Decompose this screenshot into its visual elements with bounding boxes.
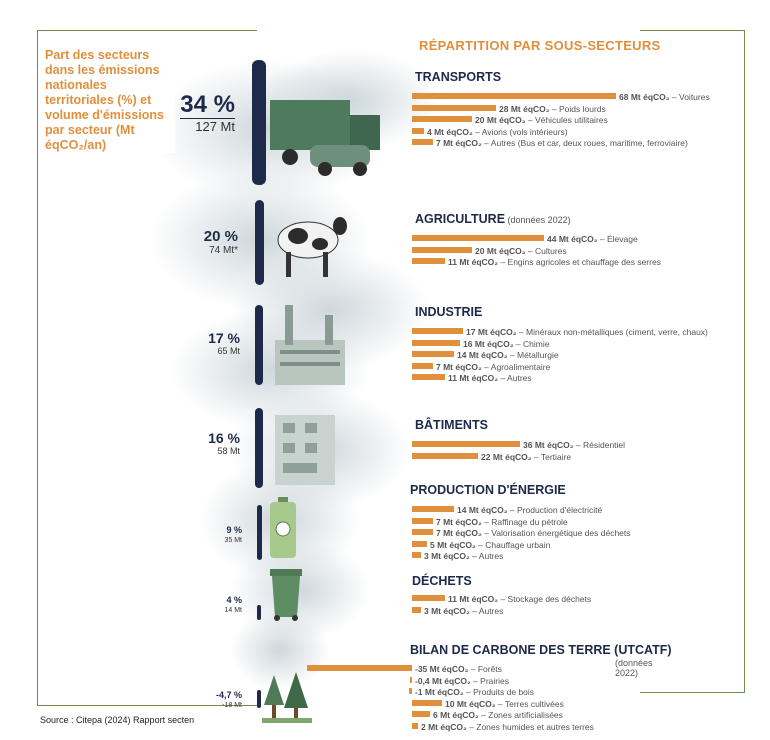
subsector-label (457, 505, 602, 515)
subsector-value: 17 Mt éqCO₂ (466, 327, 517, 337)
subsector-label (499, 104, 606, 114)
sector-name: DÉCHETS (412, 574, 472, 588)
subsector-value: 20 Mt éqCO₂ (475, 115, 526, 126)
sector-share-percent: -4,7 % (215, 690, 242, 700)
subsector-value: 2 Mt éqCO₂ (421, 722, 467, 732)
subsector-bar (412, 340, 460, 346)
subsector-value: 36 Mt éqCO₂ (523, 440, 574, 450)
subsector-label (448, 373, 532, 383)
sector-volume: 14 Mt (224, 607, 242, 614)
subsector-bar (307, 665, 412, 671)
subsector-value: 11 Mt éqCO₂ (448, 373, 499, 384)
subsector-value: 7 Mt éqCO₂ (436, 516, 482, 527)
factory-icon (265, 300, 355, 390)
subsector-bar (412, 93, 616, 99)
subsector-label (421, 722, 594, 732)
subsector-desc: – Chimie (513, 338, 550, 349)
subsector-value: 28 Mt éqCO₂ (499, 103, 550, 114)
subsector-value: 3 Mt éqCO₂ (424, 551, 470, 562)
subsector-desc: – Autres (Bus et car, deux roues, maritime, ferroviaire) (481, 138, 688, 149)
subsector-label (436, 528, 631, 538)
subsector-value: 22 Mt éqCO₂ (481, 451, 532, 462)
sector-title (415, 305, 482, 319)
subsector-desc: – Stockage des déchets (498, 594, 592, 604)
subsector-label (481, 452, 571, 462)
subsector-desc: – Engins agricoles et chauffage des serres (498, 257, 661, 268)
subsector-value: 16 Mt éqCO₂ (463, 338, 514, 349)
sector-title (415, 418, 488, 432)
subsector-label (424, 606, 503, 616)
subsector-value: 5 Mt éqCO₂ (430, 539, 476, 550)
sector-share (180, 92, 235, 134)
subsector-desc: – Zones humides et autres terres (466, 722, 594, 732)
sector-share-percent: 9 % (226, 525, 242, 535)
subsector-value: 20 Mt éqCO₂ (475, 245, 526, 256)
subsector-bar (412, 541, 427, 547)
sector-share (208, 330, 240, 357)
subsector-label (415, 687, 534, 697)
sector-pill-bar (257, 690, 261, 708)
sector-title (415, 212, 571, 226)
subsector-value: 14 Mt éqCO₂ (457, 350, 508, 361)
subsector-value: 7 Mt éqCO₂ (436, 528, 482, 539)
subsector-bar (412, 363, 433, 369)
subsector-desc: – Produits de bois (463, 687, 535, 698)
sector-note: (données 2022) (505, 215, 571, 225)
sector-share (208, 430, 240, 457)
subsector-desc: – Avions (vols intérieurs) (472, 126, 568, 137)
subsector-label (433, 710, 563, 720)
building-icon (265, 405, 350, 490)
subsector-value: 11 Mt éqCO₂ (448, 594, 499, 604)
sector-pill-bar (257, 605, 261, 620)
sector-volume: 35 Mt (224, 537, 242, 544)
subsector-bar (412, 453, 478, 459)
subsector-label (475, 246, 567, 256)
sector-pill-bar (255, 408, 263, 488)
sector-note: (données 2022) (615, 658, 653, 678)
sector-volume: -18 Mt (222, 702, 242, 709)
subsector-label (466, 327, 708, 337)
sector-name: TRANSPORTS (415, 70, 502, 84)
subsector-desc: – Voitures (669, 92, 710, 102)
subsector-label (445, 699, 564, 709)
subsector-desc: – Autres (469, 551, 504, 562)
subsector-value: 7 Mt éqCO₂ (436, 361, 482, 372)
subsector-desc: – Métallurgie (507, 350, 559, 361)
repartition-title: RÉPARTITION PAR SOUS-SECTEURS (415, 38, 665, 53)
subsector-value: 3 Mt éqCO₂ (424, 605, 470, 616)
sector-share (204, 228, 238, 257)
truck-icon (265, 85, 385, 185)
subsector-desc: – Autres (469, 605, 504, 616)
sector-pill-bar (255, 200, 264, 285)
sector-pill-bar (255, 305, 263, 385)
subsector-bar (412, 258, 445, 264)
subsector-label (448, 257, 661, 267)
trees-icon (262, 670, 312, 725)
sector-name: INDUSTRIE (415, 305, 483, 319)
subsector-label (463, 339, 549, 349)
subsector-bar (412, 552, 421, 558)
sector-title (412, 574, 472, 588)
subsector-bar (412, 139, 433, 145)
sector-volume: 65 Mt (217, 346, 240, 356)
sector-share-percent: 4 % (226, 595, 242, 605)
subsector-value: -1 Mt éqCO₂ (415, 687, 464, 698)
subsector-bar (412, 607, 421, 613)
subsector-desc: – Minéraux non-métalliques (ciment, verre, chaux) (516, 327, 708, 337)
subsector-bar (412, 711, 430, 717)
subsector-desc: – Zones artificialisées (478, 710, 563, 721)
subsector-bar (412, 116, 472, 122)
sector-share-percent: 16 % (208, 430, 240, 446)
sector-name: BÂTIMENTS (415, 418, 488, 432)
sector-share (224, 525, 242, 545)
sector-pill-bar (252, 60, 266, 185)
subsector-value: -0,4 Mt éqCO₂ (415, 675, 471, 686)
subsector-bar (409, 688, 412, 694)
subsector-bar (412, 506, 454, 512)
subsector-value: 6 Mt éqCO₂ (433, 710, 479, 721)
subsector-label (436, 517, 568, 527)
subsector-desc: – Agroalimentaire (481, 361, 551, 372)
subsector-desc: – Forêts (468, 664, 502, 674)
subsector-label (415, 664, 502, 674)
subsector-label (436, 138, 688, 148)
subsector-bar (412, 518, 433, 524)
subsector-value: 10 Mt éqCO₂ (445, 698, 496, 709)
sector-pill-bar (257, 505, 262, 560)
sector-title (415, 70, 501, 84)
subsector-desc: – Résidentiel (573, 440, 626, 450)
source-note: Source : Citepa (2024) Rapport secten (40, 715, 195, 725)
subsector-value: 7 Mt éqCO₂ (436, 138, 482, 149)
subsector-bar (412, 700, 442, 706)
subsector-desc: – Tertiaire (531, 451, 572, 462)
sector-name: PRODUCTION D'ÉNERGIE (410, 483, 566, 497)
subsector-desc: – Cultures (525, 245, 567, 256)
subsector-label (523, 440, 625, 450)
subsector-desc: – Valorisation énergétique des déchets (481, 528, 631, 539)
subsector-desc: – Chauffage urbain (475, 539, 551, 550)
sector-share-percent: 34 % (180, 91, 235, 118)
subsector-desc: – Élevage (597, 234, 638, 244)
subsector-bar (412, 328, 463, 334)
subsector-label (427, 127, 568, 137)
sector-share-percent: 17 % (208, 330, 240, 346)
subsector-value: 44 Mt éqCO₂ (547, 234, 598, 244)
subsector-value: 11 Mt éqCO₂ (448, 257, 499, 268)
battery-icon (268, 497, 298, 559)
subsector-label (475, 115, 608, 125)
subsector-label (619, 92, 710, 102)
subsector-label (415, 676, 509, 686)
subsector-desc: – Terres cultivées (495, 698, 564, 709)
sector-volume: 74 Mt* (209, 245, 238, 256)
sector-share (216, 690, 242, 710)
sector-title (410, 483, 566, 497)
subsector-value: 4 Mt éqCO₂ (427, 126, 473, 137)
subsector-value: -35 Mt éqCO₂ (415, 664, 469, 674)
subsector-bar (412, 235, 544, 241)
subsector-value: 68 Mt éqCO₂ (619, 92, 670, 102)
sector-volume: 127 Mt (180, 118, 235, 134)
cow-icon (268, 200, 348, 285)
legend-text: Part des secteurs dans les émissions nationales territoriales (%) et volume d'émissions par secteur (Mt éqCO₂/an) (45, 48, 175, 153)
subsector-desc: – Prairies (470, 675, 509, 686)
sector-volume: 58 Mt (217, 446, 240, 456)
subsector-bar (412, 723, 418, 729)
subsector-bar (412, 441, 520, 447)
subsector-desc: – Production d'électricité (507, 505, 603, 515)
subsector-label (436, 362, 550, 372)
subsector-desc: – Poids lourds (549, 103, 606, 114)
subsector-bar (412, 595, 445, 601)
subsector-desc: – Véhicules utilitaires (525, 115, 608, 126)
subsector-bar (412, 105, 496, 111)
sector-name: AGRICULTURE (415, 212, 506, 226)
subsector-label (424, 551, 503, 561)
subsector-label (547, 234, 638, 244)
subsector-bar (410, 677, 412, 683)
subsector-desc: – Autres (498, 373, 532, 384)
right-frame (640, 30, 745, 693)
subsector-label (430, 540, 550, 550)
subsector-bar (412, 529, 433, 535)
subsector-desc: – Raffinage du pétrole (481, 516, 568, 527)
subsector-value: 14 Mt éqCO₂ (457, 505, 508, 515)
subsector-label (457, 350, 559, 360)
subsector-bar (412, 247, 472, 253)
subsector-label (448, 594, 591, 604)
subsector-bar (412, 351, 454, 357)
sector-share (224, 595, 242, 615)
bin-icon (268, 567, 304, 622)
subsector-bar (412, 374, 445, 380)
sector-name: BILAN DE CARBONE DES TERRE (UTCATF) (410, 643, 672, 657)
subsector-bar (412, 128, 424, 134)
sector-share-percent: 20 % (203, 228, 238, 245)
